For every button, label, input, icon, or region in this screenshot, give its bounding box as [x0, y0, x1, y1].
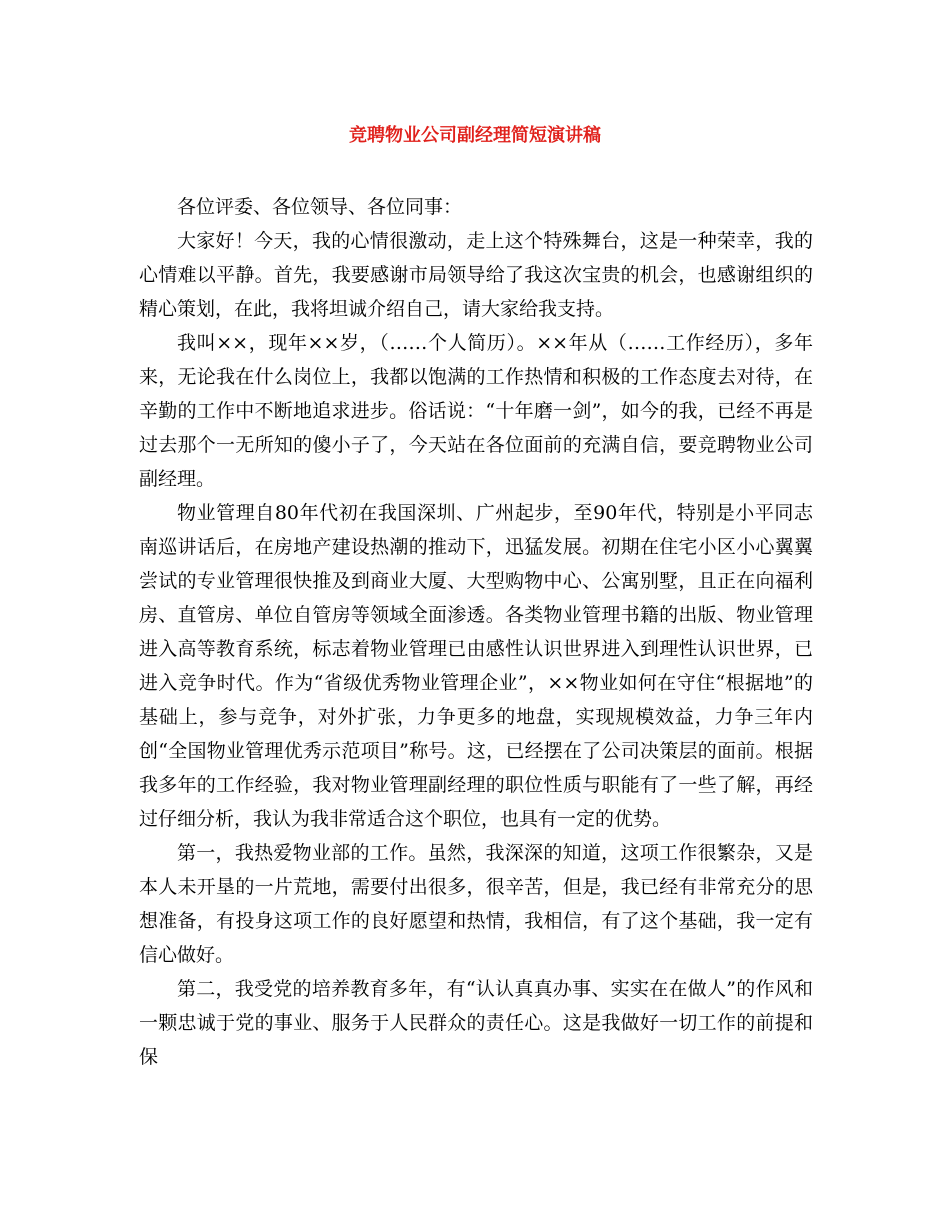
paragraph-greeting: 大家好！今天，我的心情很激动，走上这个特殊舞台，这是一种荣幸，我的心情难以平静。首先，我要感谢市局领导给了我这次宝贵的机会，也感谢组织的精心策划，在此，我将坦诚介绍自己，请大家给我支持。 — [139, 230, 813, 320]
paragraph-second-advantage: 第二，我受党的培养教育多年，有“认认真真办事、实实在在做人”的作风和一颗忠诚于党的事业、服务于人民群众的责任心。这是我做好一切工作的前提和保 — [139, 978, 813, 1068]
paragraph-salutation: 各位评委、各位领导、各位同事： — [177, 196, 463, 218]
paragraph-industry-background: 物业管理自80年代初在我国深圳、广州起步，至90年代，特别是小平同志南巡讲话后，在房地产建设热潮的推动下，迅猛发展。初期在住宅小区小心翼翼尝试的专业管理很快推及到商业大厦、大型购物中心、公寓别墅，且正在向福利房、直管房、单位自管房等领域全面渗透。各类物业管理书籍的出版、物业管理进入高等教育系统，标志着物业管理已由感性认识世界进入到理性认识世界，已进入竞争时代。作为“省级优秀物业管理企业”，××物业如何在守住“根据地”的基础上，参与竞争，对外扩张，力争更多的地盘，实现规模效益，力争三年内创“全国物业管理优秀示范项目”称号。这，已经摆在了公司决策层的面前。根据我多年的工作经验，我对物业管理副经理的职位性质与职能有了一些了解，再经过仔细分析，我认为我非常适合这个职位，也具有一定的优势。 — [139, 502, 813, 830]
document-title: 竞聘物业公司副经理简短演讲稿 — [349, 125, 601, 146]
paragraph-self-introduction: 我叫××，现年××岁，（……个人简历）。××年从（……工作经历），多年来，无论我在什么岗位上，我都以饱满的工作热情和积极的工作态度去对待，在辛勤的工作中不断地追求进步。俗话说：“十年磨一剑”，如今的我，已经不再是过去那个一无所知的傻小子了，今天站在各位面前的充满自信，要竞聘物业公司副经理。 — [139, 332, 813, 490]
document-body — [139, 190, 813, 1074]
paragraph-first-advantage: 第一，我热爱物业部的工作。虽然，我深深的知道，这项工作很繁杂，又是本人未开垦的一片荒地，需要付出很多，很辛苦，但是，我已经有非常充分的思想准备，有投身这项工作的良好愿望和热情，我相信，有了这个基础，我一定有信心做好。 — [139, 842, 813, 966]
